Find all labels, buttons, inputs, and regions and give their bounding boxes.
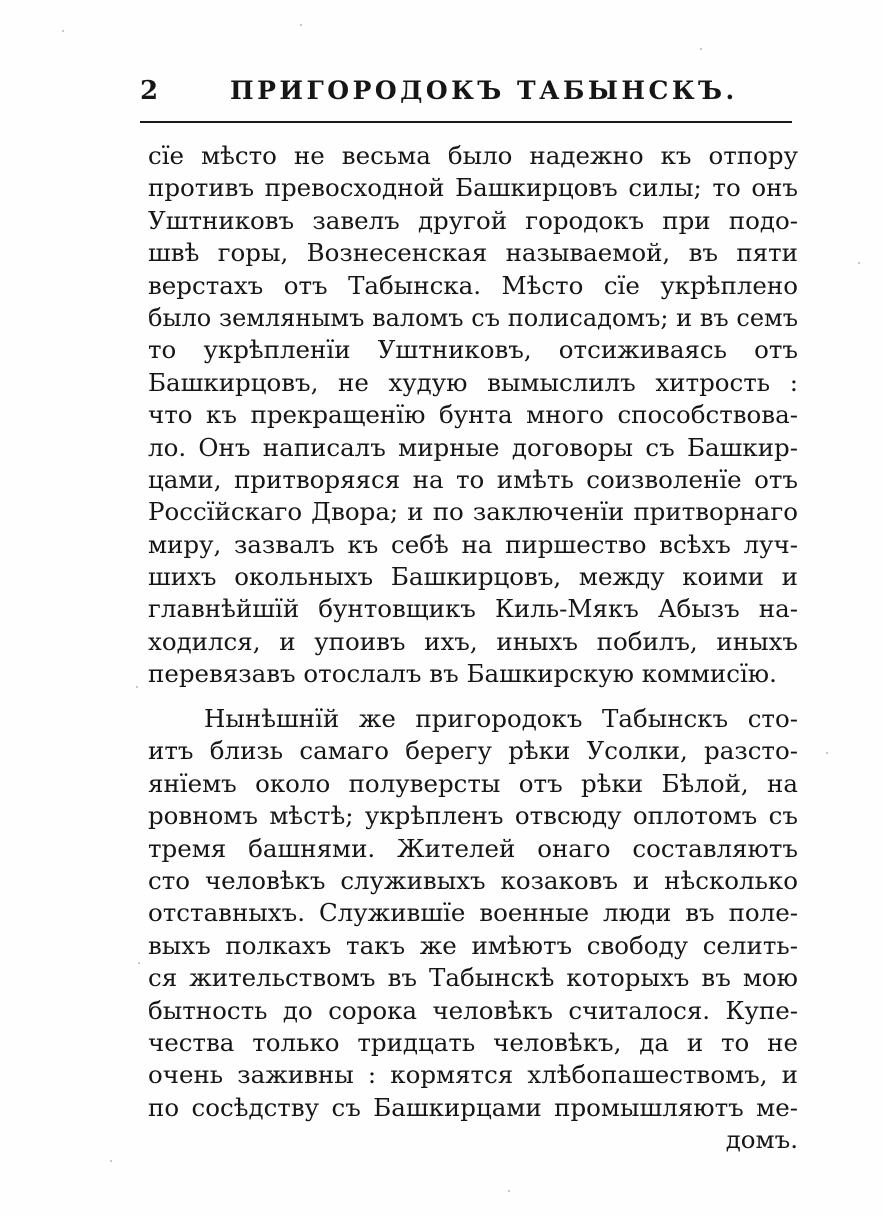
text-line: Нынѣшнїй же пригородокъ Табынскъ сто-	[204, 704, 798, 733]
text-line: бытность до сорока человѣкъ считалося. Купе-	[148, 995, 798, 1025]
paper-speck	[508, 1190, 510, 1192]
paper-speck	[136, 686, 138, 688]
text-line: было землянымъ валомъ съ полисадомъ; и въ семъ	[148, 303, 798, 332]
text-line: Россїйскаго Двора; и по заключенїи притворнаго	[148, 497, 798, 527]
catchword: домъ.	[725, 1125, 798, 1155]
text-line: ходился, и упоивъ ихъ, иныхъ побилъ, иныхъ	[148, 626, 798, 656]
text-line: сто человѣкъ служивыхъ козаковъ и нѣсколько	[148, 865, 798, 895]
text-line: янїемъ около полуверсты отъ рѣки Бѣлой, на	[148, 768, 798, 798]
text-line: шихъ окольныхъ Башкирцовъ, между коими и	[148, 562, 798, 592]
page-header	[140, 72, 790, 112]
paragraph-2	[148, 703, 798, 1156]
paper-speck	[62, 30, 64, 32]
paper-speck	[110, 1160, 112, 1162]
text-line: противъ превосходной Башкирцовъ силы; то онъ	[148, 173, 798, 203]
text-line: верстахъ отъ Табынска. Мѣсто сїе укрѣплено	[148, 270, 798, 300]
text-line: что къ прекращенїю бунта много способствова-	[148, 400, 798, 430]
text-line: ровномъ мѣстѣ; укрѣпленъ отвсюду оплотомъ съ	[148, 801, 798, 831]
text-line: Уштниковъ завелъ другой городокъ при подо-	[148, 205, 798, 235]
page-number: 2	[140, 76, 159, 106]
paper-speck	[826, 752, 828, 754]
text-line: то укрѣпленїи Уштниковъ, отсиживаясь отъ	[148, 335, 798, 365]
paper-speck	[138, 962, 140, 964]
text-line: швѣ горы, Вознесенская называемой, въ пяти	[148, 238, 798, 268]
text-line: тремя башнями. Жителей онаго составляютъ	[148, 833, 798, 863]
paper-speck	[858, 262, 860, 264]
text-line: миру, зазвалъ къ себѣ на пиршество всѣхъ луч-	[148, 529, 798, 559]
paper-speck	[700, 48, 702, 50]
text-line: перевязавъ отослалъ въ Башкирскую коммисїю.	[148, 659, 777, 689]
text-line: ло. Онъ написалъ мирные договоры съ Башкир-	[148, 432, 798, 462]
header-rule	[140, 121, 792, 123]
running-title: ПРИГОРОДОКЪ ТАБЫНСКЪ.	[230, 76, 738, 105]
text-line: очень заживны : кормятся хлѣбопашествомъ, и	[148, 1060, 798, 1090]
paragraph-1	[148, 140, 798, 691]
text-line: цами, притворяяся на то имѣть соизволенїе отъ	[148, 464, 798, 494]
paper-speck	[300, 24, 302, 26]
text-line: отставныхъ. Служившїе военные люди въ поле-	[148, 898, 798, 928]
text-line: сїе мѣсто не весьма было надежно къ отпору	[148, 141, 798, 170]
text-line: Башкирцовъ, не худую вымыслилъ хитрость :	[148, 367, 798, 397]
text-line: чества только тридцать человѣкъ, да и то не	[148, 1027, 798, 1057]
text-line: итъ близь самаго берегу рѣки Усолки, разсто-	[148, 736, 798, 766]
text-line: по сосѣдству съ Башкирцами промышляютъ ме-	[148, 1092, 798, 1122]
text-line: ся жительствомъ въ Табынскѣ которыхъ въ мою	[148, 963, 798, 993]
text-line: выхъ полкахъ такъ же имѣютъ свободу селить-	[148, 930, 798, 960]
text-line: главнѣйшїй бунтовщикъ Киль-Мякъ Абызъ на-	[148, 594, 798, 624]
